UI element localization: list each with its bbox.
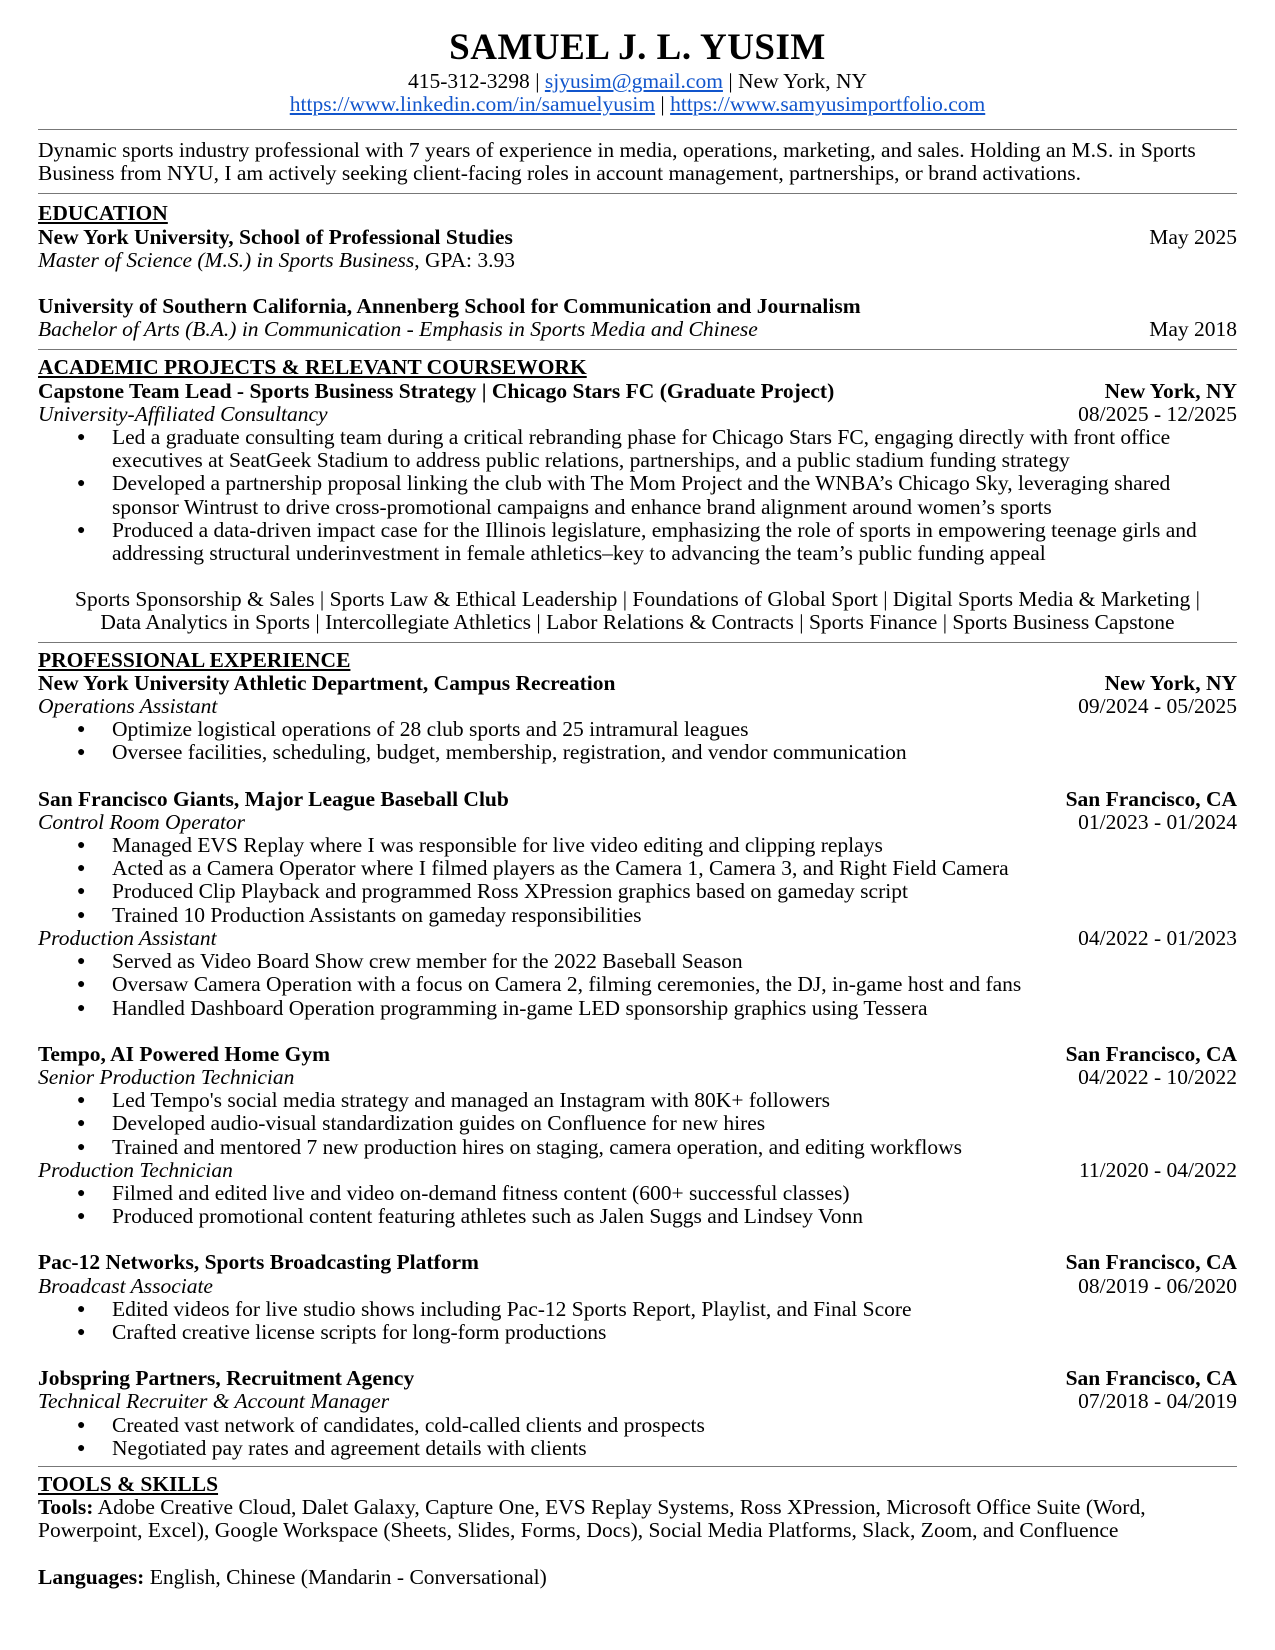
resume-header — [38, 26, 1237, 116]
school-name: University of Southern California, Annenberg School for Communication and Journalism — [38, 294, 861, 319]
job-tempo — [38, 1043, 1237, 1229]
date: May 2018 — [1149, 317, 1237, 342]
employer: Jobspring Partners, Recruitment Agency — [38, 1366, 415, 1391]
tools-list: Adobe Creative Cloud, Dalet Galaxy, Capture One, EVS Replay Systems, Ross XPression, Microsoft Office Suite (Word, Powerpoint, Excel), Google Workspace (Sheets, Slides, Forms, Docs), Social Media Platforms, Slack, Zoom, and Confluence — [38, 1495, 1146, 1543]
tools-label: Tools: — [38, 1495, 94, 1520]
divider — [38, 1466, 1237, 1467]
school-name: New York University, School of Professional Studies — [38, 224, 513, 249]
job-jobspring — [38, 1367, 1237, 1460]
list-item: ● Trained and mentored 7 new production hires on staging, camera operation, and editing workflows — [112, 1136, 1237, 1159]
list-item: ● Produced a data-driven impact case for the Illinois legislature, emphasizing the role of sports in empowering teenage girls and addressing structural underinvestment in female athletics–key to advancing the team’s public funding appeal — [112, 519, 1237, 565]
candidate-name: SAMUEL J. L. YUSIM — [449, 27, 826, 68]
dates: 04/2022 - 01/2023 — [1078, 925, 1237, 950]
list-item: ● Filmed and edited live and video on-demand fitness content (600+ successful classes) — [112, 1182, 1237, 1205]
divider — [38, 129, 1237, 130]
dates: 08/2019 - 06/2020 — [1078, 1273, 1237, 1298]
dates: 11/2020 - 04/2022 — [1078, 1157, 1237, 1182]
dates: 09/2024 - 05/2025 — [1078, 694, 1237, 719]
coursework-line: Sports Sponsorship & Sales | Sports Law & Ethical Leadership | Foundations of Global Sport | Digital Sports Media & Marketing | — [75, 587, 1200, 612]
divider — [38, 193, 1237, 194]
divider — [38, 349, 1237, 350]
project-subheader — [38, 403, 1237, 426]
location: New York, NY — [1104, 378, 1237, 403]
contact-line — [38, 70, 1237, 93]
dates: 07/2018 - 04/2019 — [1078, 1389, 1237, 1414]
list-item: ● Crafted creative license scripts for long-form productions — [112, 1321, 1237, 1344]
location: San Francisco, CA — [1065, 1041, 1237, 1066]
project-name: Capstone Team Lead - Sports Business Strategy | Chicago Stars FC (Graduate Project) — [38, 378, 835, 403]
skills-title: TOOLS & SKILLS — [38, 1471, 219, 1496]
list-item: ● Produced Clip Playback and programmed Ross XPression graphics based on gameday script — [112, 880, 1237, 903]
project-bullets — [38, 426, 1237, 565]
list-item: ● Negotiated pay rates and agreement details with clients — [112, 1437, 1237, 1460]
links-line — [38, 93, 1237, 116]
education-item — [38, 226, 1237, 249]
project-org: University-Affiliated Consultancy — [38, 401, 328, 426]
location: New York, NY — [1104, 670, 1237, 695]
employer: Tempo, AI Powered Home Gym — [38, 1041, 331, 1066]
list-item: ● Trained 10 Production Assistants on gameday responsibilities — [112, 904, 1237, 927]
phone: 415-312-3298 — [407, 69, 530, 93]
job-nyu — [38, 672, 1237, 765]
list-item: ● Produced promotional content featuring athletes such as Jalen Suggs and Lindsey Vonn — [112, 1205, 1237, 1228]
location: San Francisco, CA — [1065, 1250, 1237, 1275]
date: May 2025 — [1149, 224, 1237, 249]
list-item: ● Edited videos for live studio shows including Pac-12 Sports Report, Playlist, and Final Score — [112, 1298, 1237, 1321]
experience-title: PROFESSIONAL EXPERIENCE — [38, 647, 351, 672]
list-item: ● Optimize logistical operations of 28 club sports and 25 intramural leagues — [112, 718, 1237, 741]
academic-title: ACADEMIC PROJECTS & RELEVANT COURSEWORK — [38, 355, 587, 380]
job-title: Operations Assistant — [38, 694, 218, 719]
education-title: EDUCATION — [38, 201, 168, 226]
dates: 04/2022 - 10/2022 — [1078, 1064, 1237, 1089]
divider — [38, 642, 1237, 643]
summary: Dynamic sports industry professional with 7 years of experience in media, operations, marketing, and sales. Holding an M.S. in Sports Business from NYU, I am actively seeking client-facing roles in account management, partnerships, or brand activations. — [38, 138, 1196, 186]
location: San Francisco, CA — [1065, 786, 1237, 811]
degree: Bachelor of Arts (B.A.) in Communication - Emphasis in Sports Media and Chinese — [38, 317, 758, 342]
coursework — [38, 588, 1237, 634]
employer: Pac-12 Networks, Sports Broadcasting Platform — [38, 1250, 479, 1275]
list-item: ● Served as Video Board Show crew member for the 2022 Baseball Season — [112, 950, 1237, 973]
education-item — [38, 318, 1237, 341]
languages-label: Languages: — [38, 1564, 145, 1589]
list-item: ● Oversee facilities, scheduling, budget, membership, registration, and vendor communication — [112, 741, 1237, 764]
job-title: Production Assistant — [38, 925, 217, 950]
list-item: ● Handled Dashboard Operation programming in-game LED sponsorship graphics using Tessera — [112, 997, 1237, 1020]
job-title: Production Technician — [38, 1157, 233, 1182]
job-title: Senior Production Technician — [38, 1064, 295, 1089]
list-item: ● Oversaw Camera Operation with a focus on Camera 2, filming ceremonies, the DJ, in-game host and fans — [112, 973, 1237, 996]
skills-section — [38, 1473, 1237, 1589]
gpa: , GPA: 3.93 — [414, 247, 515, 272]
degree: Master of Science (M.S.) in Sports Business — [38, 247, 415, 272]
list-item: ● Acted as a Camera Operator where I filmed players as the Camera 1, Camera 3, and Right Field Camera — [112, 857, 1237, 880]
list-item: ● Led Tempo's social media strategy and managed an Instagram with 80K+ followers — [112, 1089, 1237, 1112]
languages-line — [38, 1566, 1237, 1589]
degree-line — [38, 249, 1237, 272]
employer: New York University Athletic Department, Campus Recreation — [38, 670, 616, 695]
list-item: ● Created vast network of candidates, cold-called clients and prospects — [112, 1414, 1237, 1437]
location: San Francisco, CA — [1065, 1366, 1237, 1391]
separator: | — [722, 69, 738, 93]
languages-list: English, Chinese (Mandarin - Conversational) — [144, 1564, 547, 1589]
separator: | — [655, 92, 671, 116]
linkedin-link[interactable]: https://www.linkedin.com/in/samuelyusim — [289, 92, 656, 116]
tools-line — [38, 1496, 1237, 1542]
employer: San Francisco Giants, Major League Baseball Club — [38, 786, 509, 811]
list-item: ● Led a graduate consulting team during a critical rebranding phase for Chicago Stars FC, engaging directly with front office executives at SeatGeek Stadium to address public relations, partnerships, and a public stadium funding strategy — [112, 426, 1237, 472]
job-title: Control Room Operator — [38, 809, 246, 834]
job-giants — [38, 788, 1237, 1020]
list-item: ● Developed audio-visual standardization guides on Confluence for new hires — [112, 1112, 1237, 1135]
separator: | — [529, 69, 545, 93]
portfolio-link[interactable]: https://www.samyusimportfolio.com — [670, 92, 986, 116]
dates: 08/2025 - 12/2025 — [1078, 401, 1237, 426]
project-header — [38, 380, 1237, 403]
coursework-line: Data Analytics in Sports | Intercollegiate Athletics | Labor Relations & Contracts | Sports Finance | Sports Business Capstone — [100, 610, 1175, 635]
job-title: Broadcast Associate — [38, 1273, 213, 1298]
dates: 01/2023 - 01/2024 — [1078, 809, 1237, 834]
list-item: ● Managed EVS Replay where I was responsible for live video editing and clipping replays — [112, 834, 1237, 857]
job-pac12 — [38, 1251, 1237, 1344]
location: New York, NY — [738, 69, 868, 93]
list-item: ● Developed a partnership proposal linking the club with The Mom Project and the WNBA’s Chicago Sky, leveraging shared sponsor Wintrust to drive cross-promotional campaigns and enhance brand alignment around women’s sports — [112, 472, 1237, 518]
job-title: Technical Recruiter & Account Manager — [38, 1389, 390, 1414]
email-link[interactable]: sjyusim@gmail.com — [544, 69, 723, 93]
